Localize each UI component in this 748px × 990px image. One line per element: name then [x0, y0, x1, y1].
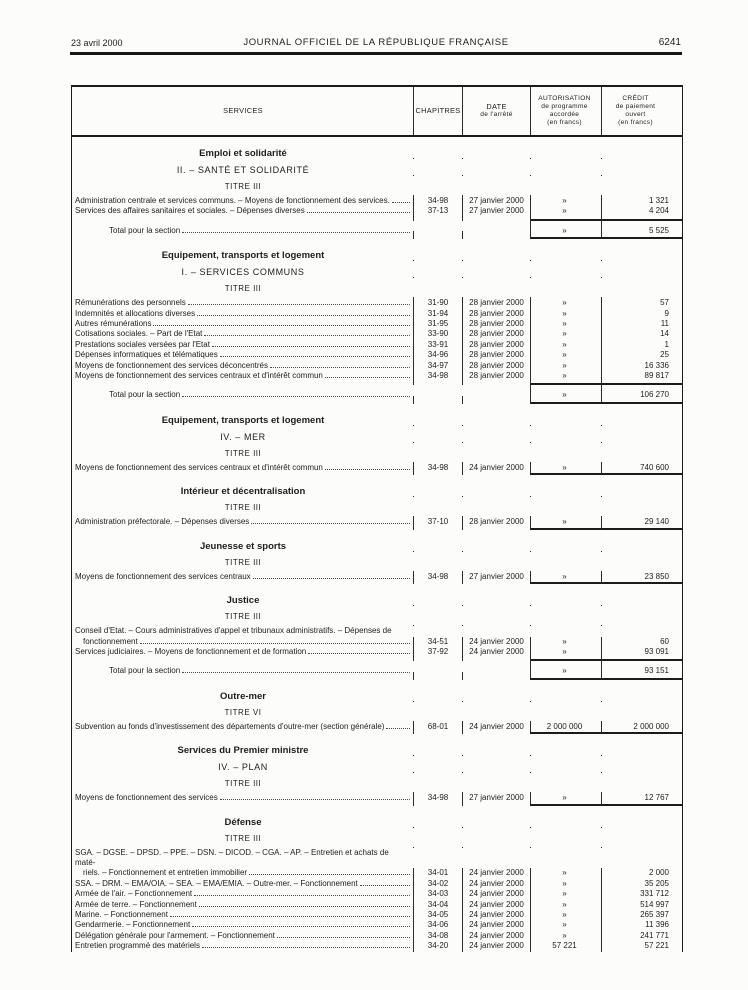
row-label: Cotisations sociales. – Part de l'Etat	[75, 329, 203, 339]
section-heading-row	[72, 734, 682, 756]
chapter-number: 34-96	[427, 350, 449, 360]
row-label: Prestations sociales versées par l'Etat	[75, 339, 210, 349]
dotted-leader	[253, 578, 410, 579]
section-heading-row	[72, 773, 682, 793]
table-row	[72, 931, 682, 941]
column-header-label: (en francs)	[547, 119, 582, 127]
section-heading: TITRE III	[224, 833, 262, 843]
authorization-amount: »	[562, 390, 567, 400]
dotted-leader	[360, 885, 410, 886]
order-date: 28 janvier 2000	[469, 371, 524, 381]
chapter-number: 34-05	[427, 909, 449, 919]
order-date: 28 janvier 2000	[469, 360, 524, 370]
section-heading-row	[72, 475, 682, 497]
authorization-amount: »	[562, 899, 567, 909]
table-row	[72, 848, 682, 879]
section-heading: Services du Premier ministre	[177, 745, 309, 757]
table-row	[72, 329, 682, 339]
column-header-label: de programme	[541, 102, 588, 110]
table-row	[72, 309, 682, 319]
row-label: Moyens de fonctionnement des services centraux	[75, 571, 251, 581]
dotted-leader	[197, 315, 410, 316]
section-heading: Justice	[226, 595, 260, 607]
order-date: 24 janvier 2000	[469, 941, 524, 951]
row-label: Administration centrale et services communs. – Moyens de fonctionnement des services.	[75, 196, 390, 205]
authorization-amount: »	[562, 462, 567, 472]
dotted-leader	[153, 325, 410, 326]
column-header-date	[462, 87, 530, 135]
dotted-leader	[308, 653, 410, 654]
order-date: 24 janvier 2000	[469, 646, 524, 656]
section-heading-row	[72, 497, 682, 517]
order-date: 24 janvier 2000	[469, 920, 524, 930]
authorization-amount: 57 221	[552, 941, 577, 951]
authorization-amount: »	[562, 909, 567, 919]
section-heading-row	[72, 584, 682, 606]
dotted-leader	[220, 356, 410, 357]
authorization-amount: »	[562, 360, 567, 370]
dotted-leader	[277, 937, 410, 938]
section-heading: TITRE III	[224, 182, 262, 191]
credit-amount: 265 397	[640, 909, 669, 919]
order-date: 27 janvier 2000	[469, 793, 524, 803]
table-row	[72, 910, 682, 920]
chapter-number: 34-06	[427, 920, 449, 930]
dotted-leader	[325, 469, 410, 470]
authorization-amount: »	[562, 930, 567, 940]
dotted-leader	[220, 799, 410, 800]
section-heading-row	[72, 756, 682, 773]
dotted-leader	[270, 367, 410, 368]
chapter-number: 37-13	[427, 206, 449, 216]
chapter-number: 34-98	[427, 196, 449, 205]
credit-amount: 12 767	[644, 793, 669, 803]
chapter-number: 68-01	[427, 721, 449, 731]
row-label: Conseil d'Etat. – Cours administratives d'appel et tribunaux administratifs. – Dépenses de	[75, 626, 392, 636]
credit-amount: 9	[664, 308, 669, 318]
dotted-leader	[212, 346, 410, 347]
credit-amount: 4 204	[648, 206, 669, 216]
authorization-amount: »	[562, 878, 567, 888]
row-label: Total pour la section	[109, 225, 181, 235]
row-label: Délégation générale pour l'armement. – Fonctionnement	[75, 930, 275, 940]
order-date: 28 janvier 2000	[469, 319, 524, 329]
credit-amount: 93 151	[644, 666, 669, 676]
chapter-number: 31-95	[427, 319, 449, 329]
chapter-number: 34-51	[427, 636, 449, 646]
section-heading: TITRE III	[224, 284, 262, 294]
section-heading-row	[72, 680, 682, 702]
credit-amount: 14	[660, 329, 669, 339]
dotted-leader	[182, 396, 410, 397]
section-heading-row	[72, 606, 682, 626]
row-label: SGA. – DGSE. – DPSD. – PPE. – DSN. – DICOD. – CGA. – AP. – Entretien et achats de maté-	[75, 847, 389, 867]
chapter-number: 37-10	[427, 517, 449, 527]
journal-title: JOURNAL OFFICIEL DE LA RÉPUBLIQUE FRANÇAISE	[243, 37, 509, 48]
table-row	[72, 371, 682, 381]
table-row	[72, 298, 682, 308]
table-row	[72, 900, 682, 910]
order-date: 24 janvier 2000	[469, 462, 524, 472]
credit-amount: 106 270	[640, 390, 669, 400]
section-heading-row	[72, 530, 682, 552]
row-label: Autres rémunérations	[75, 319, 152, 329]
header-rule	[70, 52, 682, 55]
credit-amount: 93 091	[644, 646, 669, 656]
credit-amount: 57 221	[644, 941, 669, 951]
order-date: 27 janvier 2000	[469, 206, 524, 216]
authorization-amount: »	[562, 889, 567, 899]
section-heading-row	[72, 239, 682, 261]
dotted-leader	[194, 895, 410, 896]
dotted-leader	[188, 304, 410, 305]
chapter-number: 34-98	[427, 793, 449, 803]
row-label: riels. – Fonctionnement et entretien immobilier	[83, 868, 248, 878]
authorization-amount: 2 000 000	[546, 721, 583, 731]
section-heading: Equipement, transports et logement	[161, 414, 325, 426]
section-heading-row	[72, 702, 682, 722]
authorization-amount: »	[562, 225, 567, 235]
section-heading: Jeunesse et sports	[199, 540, 287, 552]
column-header-label: (en francs)	[618, 119, 653, 127]
dotted-leader	[202, 947, 410, 948]
section-heading-row	[72, 261, 682, 278]
row-label: Moyens de fonctionnement des services centraux et d'intérêt commun	[75, 371, 323, 381]
table-row	[72, 350, 682, 360]
credit-amount: 2 000	[648, 868, 669, 878]
column-header-label: CRÉDIT	[622, 94, 649, 102]
column-header-label: de paiement	[615, 102, 656, 110]
order-date: 28 janvier 2000	[469, 350, 524, 360]
section-heading: Emploi et solidarité	[199, 148, 287, 159]
row-label: Armée de l'air. – Fonctionnement	[75, 889, 193, 899]
section-heading: TITRE III	[224, 448, 262, 458]
order-date: 24 janvier 2000	[469, 721, 524, 731]
table-row	[72, 361, 682, 371]
table-row	[72, 196, 682, 206]
section-heading-row	[72, 176, 682, 196]
table-row	[72, 879, 682, 889]
credit-amount: 60	[660, 636, 669, 646]
section-heading-row	[72, 443, 682, 463]
authorization-amount: »	[562, 666, 567, 676]
order-date: 28 janvier 2000	[469, 308, 524, 318]
table-row	[72, 941, 682, 951]
credit-amount: 1 321	[648, 196, 669, 205]
section-heading-row	[72, 159, 682, 176]
order-date: 24 janvier 2000	[469, 889, 524, 899]
order-date: 28 janvier 2000	[469, 329, 524, 339]
order-date: 24 janvier 2000	[469, 909, 524, 919]
table-row	[72, 722, 682, 732]
column-header-label: AUTORISATION	[538, 94, 591, 102]
order-date: 24 janvier 2000	[469, 878, 524, 888]
authorization-amount: »	[562, 298, 567, 308]
dotted-leader	[386, 728, 410, 729]
section-heading: Défense	[224, 816, 262, 828]
authorization-amount: »	[562, 350, 567, 360]
credit-amount: 11 396	[645, 920, 669, 930]
table-header-row	[72, 87, 682, 137]
dotted-leader	[251, 523, 410, 524]
credit-amount: 89 817	[644, 371, 669, 381]
section-heading: TITRE III	[224, 557, 262, 567]
authorization-amount: »	[562, 339, 567, 349]
section-heading: TITRE III	[224, 503, 262, 513]
table-row	[72, 889, 682, 899]
section-heading-row	[72, 137, 682, 159]
chapter-number: 34-97	[427, 360, 449, 370]
table-row	[72, 793, 682, 803]
authorization-amount: »	[562, 868, 567, 878]
authorization-amount: »	[562, 920, 567, 930]
section-heading: Intérieur et décentralisation	[180, 486, 306, 498]
row-label: fonctionnement	[83, 636, 138, 646]
authorization-amount: »	[562, 371, 567, 381]
row-label: SSA. – DRM. – EMA/OIA. – SEA. – EMA/EMIA. – Outre-mer. – Fonctionnement	[75, 878, 358, 888]
row-label: Subvention au fonds d'investissement des départements d'outre-mer (section générale)	[75, 721, 385, 731]
credit-amount: 2 000 000	[633, 721, 669, 731]
dotted-leader	[140, 643, 410, 644]
row-label: Gendarmerie. – Fonctionnement	[75, 920, 191, 930]
authorization-amount: »	[562, 329, 567, 339]
table-row	[72, 319, 682, 329]
row-label: Total pour la section	[109, 390, 181, 400]
section-heading-row	[72, 552, 682, 572]
order-date: 24 janvier 2000	[469, 899, 524, 909]
credit-amount: 23 850	[644, 571, 669, 581]
chapter-number: 33-90	[427, 329, 449, 339]
table-row	[72, 920, 682, 930]
authorization-amount: »	[562, 196, 567, 205]
section-heading-row	[72, 426, 682, 443]
section-heading: I. – SERVICES COMMUNS	[181, 267, 305, 278]
chapter-number: 34-04	[427, 899, 449, 909]
column-header-label: CHAPITRES	[415, 105, 461, 115]
table-row	[72, 517, 682, 527]
column-header-chapitres	[413, 87, 462, 135]
credit-amount: 57	[660, 298, 669, 308]
chapter-number: 34-02	[427, 878, 449, 888]
row-label: Marine. – Fonctionnement	[75, 909, 168, 919]
credit-amount: 35 205	[644, 878, 669, 888]
table-total-row	[72, 221, 682, 237]
budget-table	[71, 85, 683, 952]
authorization-amount: »	[562, 206, 567, 216]
column-header-label: de l'arrêté	[480, 111, 513, 118]
credit-amount: 29 140	[644, 517, 669, 527]
section-heading: IV. – MER	[220, 431, 266, 442]
chapter-number: 34-03	[427, 889, 449, 899]
section-heading-row	[72, 828, 682, 848]
credit-amount: 241 771	[640, 930, 669, 940]
dotted-leader	[325, 377, 410, 378]
order-date: 24 janvier 2000	[469, 930, 524, 940]
order-date: 27 janvier 2000	[469, 196, 524, 205]
row-label: Services des affaires sanitaires et sociales. – Dépenses diverses	[75, 206, 305, 216]
chapter-number: 33-91	[427, 339, 449, 349]
row-label: Administration préfectorale. – Dépenses diverses	[75, 517, 250, 527]
authorization-amount: »	[562, 319, 567, 329]
credit-amount: 16 336	[644, 360, 669, 370]
chapter-number: 34-98	[427, 371, 449, 381]
dotted-leader	[249, 874, 410, 875]
order-date: 24 janvier 2000	[469, 868, 524, 878]
order-date: 27 janvier 2000	[469, 571, 524, 581]
authorization-amount: »	[562, 636, 567, 646]
row-label: Total pour la section	[109, 666, 181, 676]
chapter-number: 34-01	[427, 868, 449, 878]
authorization-amount: »	[562, 308, 567, 318]
dotted-leader	[199, 906, 410, 907]
section-heading-row	[72, 806, 682, 828]
table-total-row	[72, 385, 682, 401]
section-heading: TITRE III	[224, 779, 262, 789]
order-date: 28 janvier 2000	[469, 339, 524, 349]
table-row	[72, 206, 682, 216]
section-heading: Outre-mer	[220, 690, 266, 702]
credit-amount: 11	[660, 319, 669, 329]
dotted-leader	[204, 335, 410, 336]
section-heading: II. – SANTÉ ET SOLIDARITÉ	[176, 165, 310, 175]
order-date: 24 janvier 2000	[469, 636, 524, 646]
authorization-amount: »	[562, 646, 567, 656]
table-total-row	[72, 661, 682, 677]
row-label: Services judiciaires. – Moyens de fonctionnement et de formation	[75, 646, 307, 656]
authorization-amount: »	[562, 517, 567, 527]
chapter-number: 31-94	[427, 308, 449, 318]
chapter-number: 34-20	[427, 941, 449, 951]
credit-amount: 740 600	[640, 462, 669, 472]
table-body	[72, 137, 682, 952]
authorization-amount: »	[562, 571, 567, 581]
section-heading: Equipement, transports et logement	[161, 250, 325, 262]
row-label: Moyens de fonctionnement des services	[75, 793, 218, 803]
column-header-label: accordée	[549, 111, 580, 118]
column-header-label: DATE	[486, 101, 507, 111]
authorization-amount: »	[562, 793, 567, 803]
credit-amount: 5 525	[648, 225, 669, 235]
table-row	[72, 463, 682, 473]
table-row	[72, 647, 682, 657]
row-label: Dépenses informatiques et télématiques	[75, 350, 218, 360]
chapter-number: 37-92	[427, 646, 449, 656]
section-heading: TITRE III	[224, 612, 262, 622]
chapter-number: 31-90	[427, 298, 449, 308]
row-label: Moyens de fonctionnement des services déconcentrés	[75, 360, 268, 370]
column-header-label: ouvert	[625, 111, 646, 118]
credit-amount: 514 997	[640, 899, 669, 909]
row-label: Entretien programmé des matériels	[75, 941, 200, 951]
page-number: 6241	[658, 37, 681, 48]
dotted-leader	[307, 212, 410, 213]
publication-date: 23 avril 2000	[71, 38, 123, 48]
section-heading: IV. – PLAN	[218, 762, 268, 773]
row-label: Armée de terre. – Fonctionnement	[75, 899, 197, 909]
chapter-number: 34-98	[427, 462, 449, 472]
credit-amount: 1	[664, 339, 669, 349]
section-heading: TITRE VI	[224, 707, 262, 717]
row-label: Moyens de fonctionnement des services centraux et d'intérêt commun	[75, 462, 323, 472]
table-row	[72, 340, 682, 350]
page-header	[71, 37, 681, 51]
row-label: Rémunérations des personnels	[75, 298, 186, 308]
column-header-label: SERVICES	[223, 105, 263, 115]
dotted-leader	[170, 916, 410, 917]
row-label: Indemnités et allocations diverses	[75, 308, 196, 318]
table-row	[72, 626, 682, 647]
column-header-services	[72, 87, 413, 135]
column-header-credit	[601, 87, 682, 135]
credit-amount: 331 712	[640, 889, 669, 899]
dotted-leader	[182, 672, 410, 673]
order-date: 28 janvier 2000	[469, 517, 524, 527]
section-heading-row	[72, 278, 682, 298]
order-date: 28 janvier 2000	[469, 298, 524, 308]
section-heading-row	[72, 404, 682, 426]
chapter-number: 34-98	[427, 571, 449, 581]
table-row	[72, 572, 682, 582]
dotted-leader	[192, 926, 410, 927]
chapter-number: 34-08	[427, 930, 449, 940]
column-header-autorisation	[530, 87, 601, 135]
credit-amount: 25	[660, 350, 669, 360]
dotted-leader	[182, 232, 410, 233]
dotted-leader	[392, 202, 410, 203]
